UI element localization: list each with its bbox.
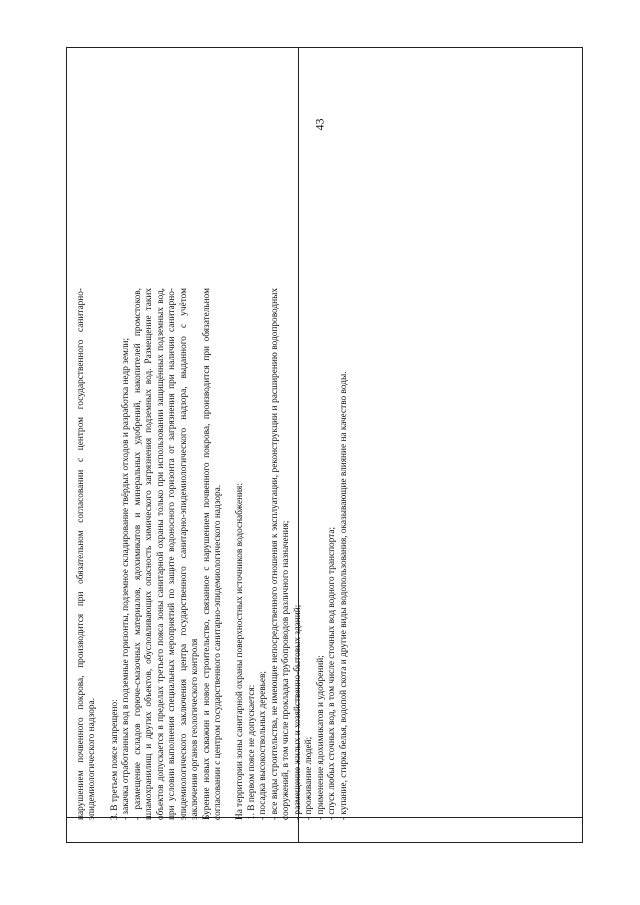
paragraph: нарушением почвенного покрова, производится при обязательном согласовании с центром государственного санитарно-эпидемиологического надзора. xyxy=(76,288,98,820)
paragraph: - применение ядохимикатов и удобрений; xyxy=(315,655,326,820)
paragraph: - размещение складов горюче-смазочных материалов, ядохимикатов и минеральных удобрений, накопителей промстоков, шламохранилищ и других объектов, обусловливающих опасность химического загрязнения подземных вод. Размещение таких объектов допускается в пределах третьего пояса зоны санитарной охраны только при использовании защищённых подземных вод, при условии выполнения специальных мероприятий по защите водоносного горизонта от загрязнения при наличии санитарно-эпидемиологического заключения центра государственного санитарно-эпидемиологического надзора, выданного с учётом заключения органов геологического контроля xyxy=(132,288,201,820)
paragraph: 1. В первом поясе не допускается: xyxy=(246,684,257,820)
paragraph: - спуск любых сточных вод, в том числе сточных вод водного транспорта; xyxy=(327,526,338,820)
rotated-text-cell xyxy=(76,288,577,820)
page-number: 43 xyxy=(312,118,327,131)
paragraph: - закачка отработанных вод в подземные горизонты, подземное складирование твёрдых отходов и разработка недр земли; xyxy=(121,337,132,820)
paragraph: - проживание людей; xyxy=(304,736,315,820)
paragraph: На территории зоны санитарной охраны поверхностных источников водоснабжения: xyxy=(235,483,246,820)
paragraph: - размещение жилых и хозяйственно-бытовых зданий; xyxy=(292,604,303,820)
paragraph: - купание, стирка белья, водопой скота и другие виды водопользования, оказывающие влияние на качество воды. xyxy=(338,371,349,820)
paragraph: 3. В третьем поясе запрещено: xyxy=(109,699,120,820)
paragraph: - посадка высокоствольных деревьев; xyxy=(258,670,269,820)
paragraph: Бурение новых скважин и новое строительство, связанное с нарушением почвенного покрова, производится при обязательном согласовании с центром государственного санитарно-эпидемиологического надзора. xyxy=(201,288,223,820)
paragraph: - все виды строительства, не имеющие непосредственного отношения к эксплуатации, реконструкции и расширению водопроводных сооружений, в том числе прокладка трубопроводов различного назначения; xyxy=(269,288,292,820)
